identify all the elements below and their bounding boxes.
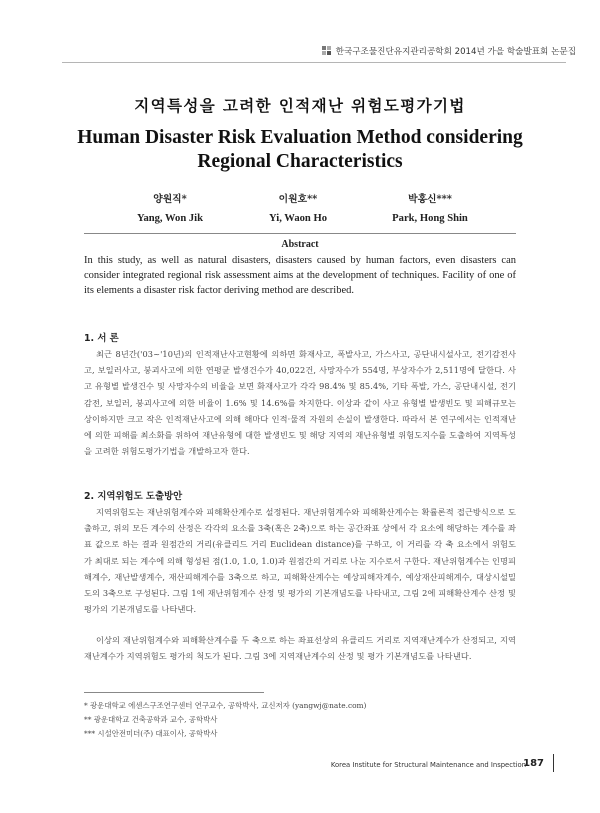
- footnote-author-3: *** 시설안전미더(주) 대표이사, 공학박사: [84, 729, 218, 738]
- header-divider: [62, 62, 566, 63]
- section-heading-introduction: 1. 서 론: [84, 333, 119, 344]
- journal-name: 한국구조물진단유지관리공학회 2014년 가을 학술발표회 논문집: [335, 47, 576, 57]
- society-logo-icon: [322, 46, 332, 56]
- paper-title-korean: 지역특성을 고려한 인적재난 위험도평가기법: [134, 96, 466, 115]
- footnote-divider: [84, 692, 264, 693]
- author-name-korean: 이원호**: [278, 194, 318, 205]
- paper-title-english: Human Disaster Risk Evaluation Method considering Regional Characteristics: [77, 127, 523, 172]
- body-paragraph: 이상의 재난위험계수와 피해확산계수를 두 축으로 하는 좌표선상의 유클리드 거리로 지역재난계수가 산정되고, 지역재난계수가 지역위험도 평가의 척도가 된다. 그림 3에 지역재난계수의 산정 및 평가 기본개념도를 나타낸다.: [84, 635, 516, 662]
- footnote-author-1: * 광운대학교 에센스구조연구센터 연구교수, 공학박사, 교신저자 (yangwj@nate.com): [84, 701, 367, 710]
- author-name-english: Park, Hong Shin: [392, 213, 468, 224]
- footer-institute: Korea Institute for Structural Maintenance and Inspection: [330, 761, 526, 769]
- author-name-korean: 박홍신***: [408, 194, 452, 205]
- author-name-english: Yang, Won Jik: [136, 213, 204, 224]
- author-name-english: Yi, Waon Ho: [269, 213, 327, 224]
- author-2: [243, 191, 353, 224]
- abstract-divider: [84, 233, 516, 234]
- abstract-heading: Abstract: [281, 239, 319, 250]
- section-heading-method: 2. 지역위험도 도출방안: [84, 491, 183, 502]
- body-paragraph: 최근 8년간('03~'10년)의 인적재난사고현황에 의하면 화재사고, 폭발사고, 가스사고, 공단내시설사고, 전기감전사고, 보일러사고, 붕괴사고에 의한 연평균 발생건수가 40,022건, 사망자수가 554명, 부상자수가 2,511명에 달한다. 사고 유형별 발생건수 및 사망자수의 비율을 보면 화재사고가 각각 98.4% 및 85.4%, 기타 폭발, 가스, 공단내시설, 전기감전, 보일러, 붕괴사고에 의한 비율이 1.6% 및 14.6%를 차지한다. 이상과 같이 사고 유형별 발생빈도 및 피해규모는 상이하지만 크고 작은 인적재난사고에 의해 해마다 인적·물적 자원의 손실이 발생한다. 따라서 본 연구에서는 인적재난에 의한 피해를 최소화를 위하여 재난유형에 대한 발생빈도 및 해당 지역의 재난유형별 위험도지수를 도출하여 지역특성을 고려한 위험도평가기법을 개발하고자 한다.: [84, 349, 516, 457]
- author-3: [375, 191, 485, 224]
- body-paragraph: 지역위험도는 재난위험계수와 피해확산계수로 설정된다. 재난위험계수와 피해확산계수는 확률론적 접근방식으로 도출하고, 위의 모든 계수의 산정은 각각의 요소를 3축(혹은 2축)으로 하는 공간좌표 상에서 각 요소에 해당하는 계수를 좌표 값으로 하는 결과 원점간의 거리(유클리드 거리 Euclidean distance)를 구하고, 이 거리를 각 축 요소에서 위험도가 최대로 되는 계수에 의해 형성된 점(1.0, 1.0, 1.0)과 원점간의 거리로 나눈 지수로서 구한다. 재난위험계수는 인명피해계수, 재난발생계수, 재산피해계수를 3축으로 하고, 피해확산계수는 예상피해자계수, 예상재산피해계수, 대상시설밀도의 3축으로 구성된다. 그림 1에 재난위험계수 산정 및 평가의 기본개념도를 나타내고, 그림 2에 피해확산계수 산정 및 평가의 기본개념도를 나타낸다.: [84, 507, 516, 615]
- author-name-korean: 양원직*: [153, 194, 187, 205]
- abstract-body: In this study, as well as natural disasters, disasters caused by human factors, even disasters can consider integrated regional risk assessment aims at the development of techniques. Facility of one of its elements a disaster risk factor deriving method are described.: [84, 255, 516, 296]
- footer-divider: [553, 754, 554, 772]
- footnote-author-2: ** 광운대학교 건축공학과 교수, 공학박사: [84, 715, 218, 724]
- running-header: [322, 45, 576, 57]
- author-1: [115, 191, 225, 224]
- footnotes: [84, 699, 516, 741]
- page-number: 187: [523, 758, 544, 769]
